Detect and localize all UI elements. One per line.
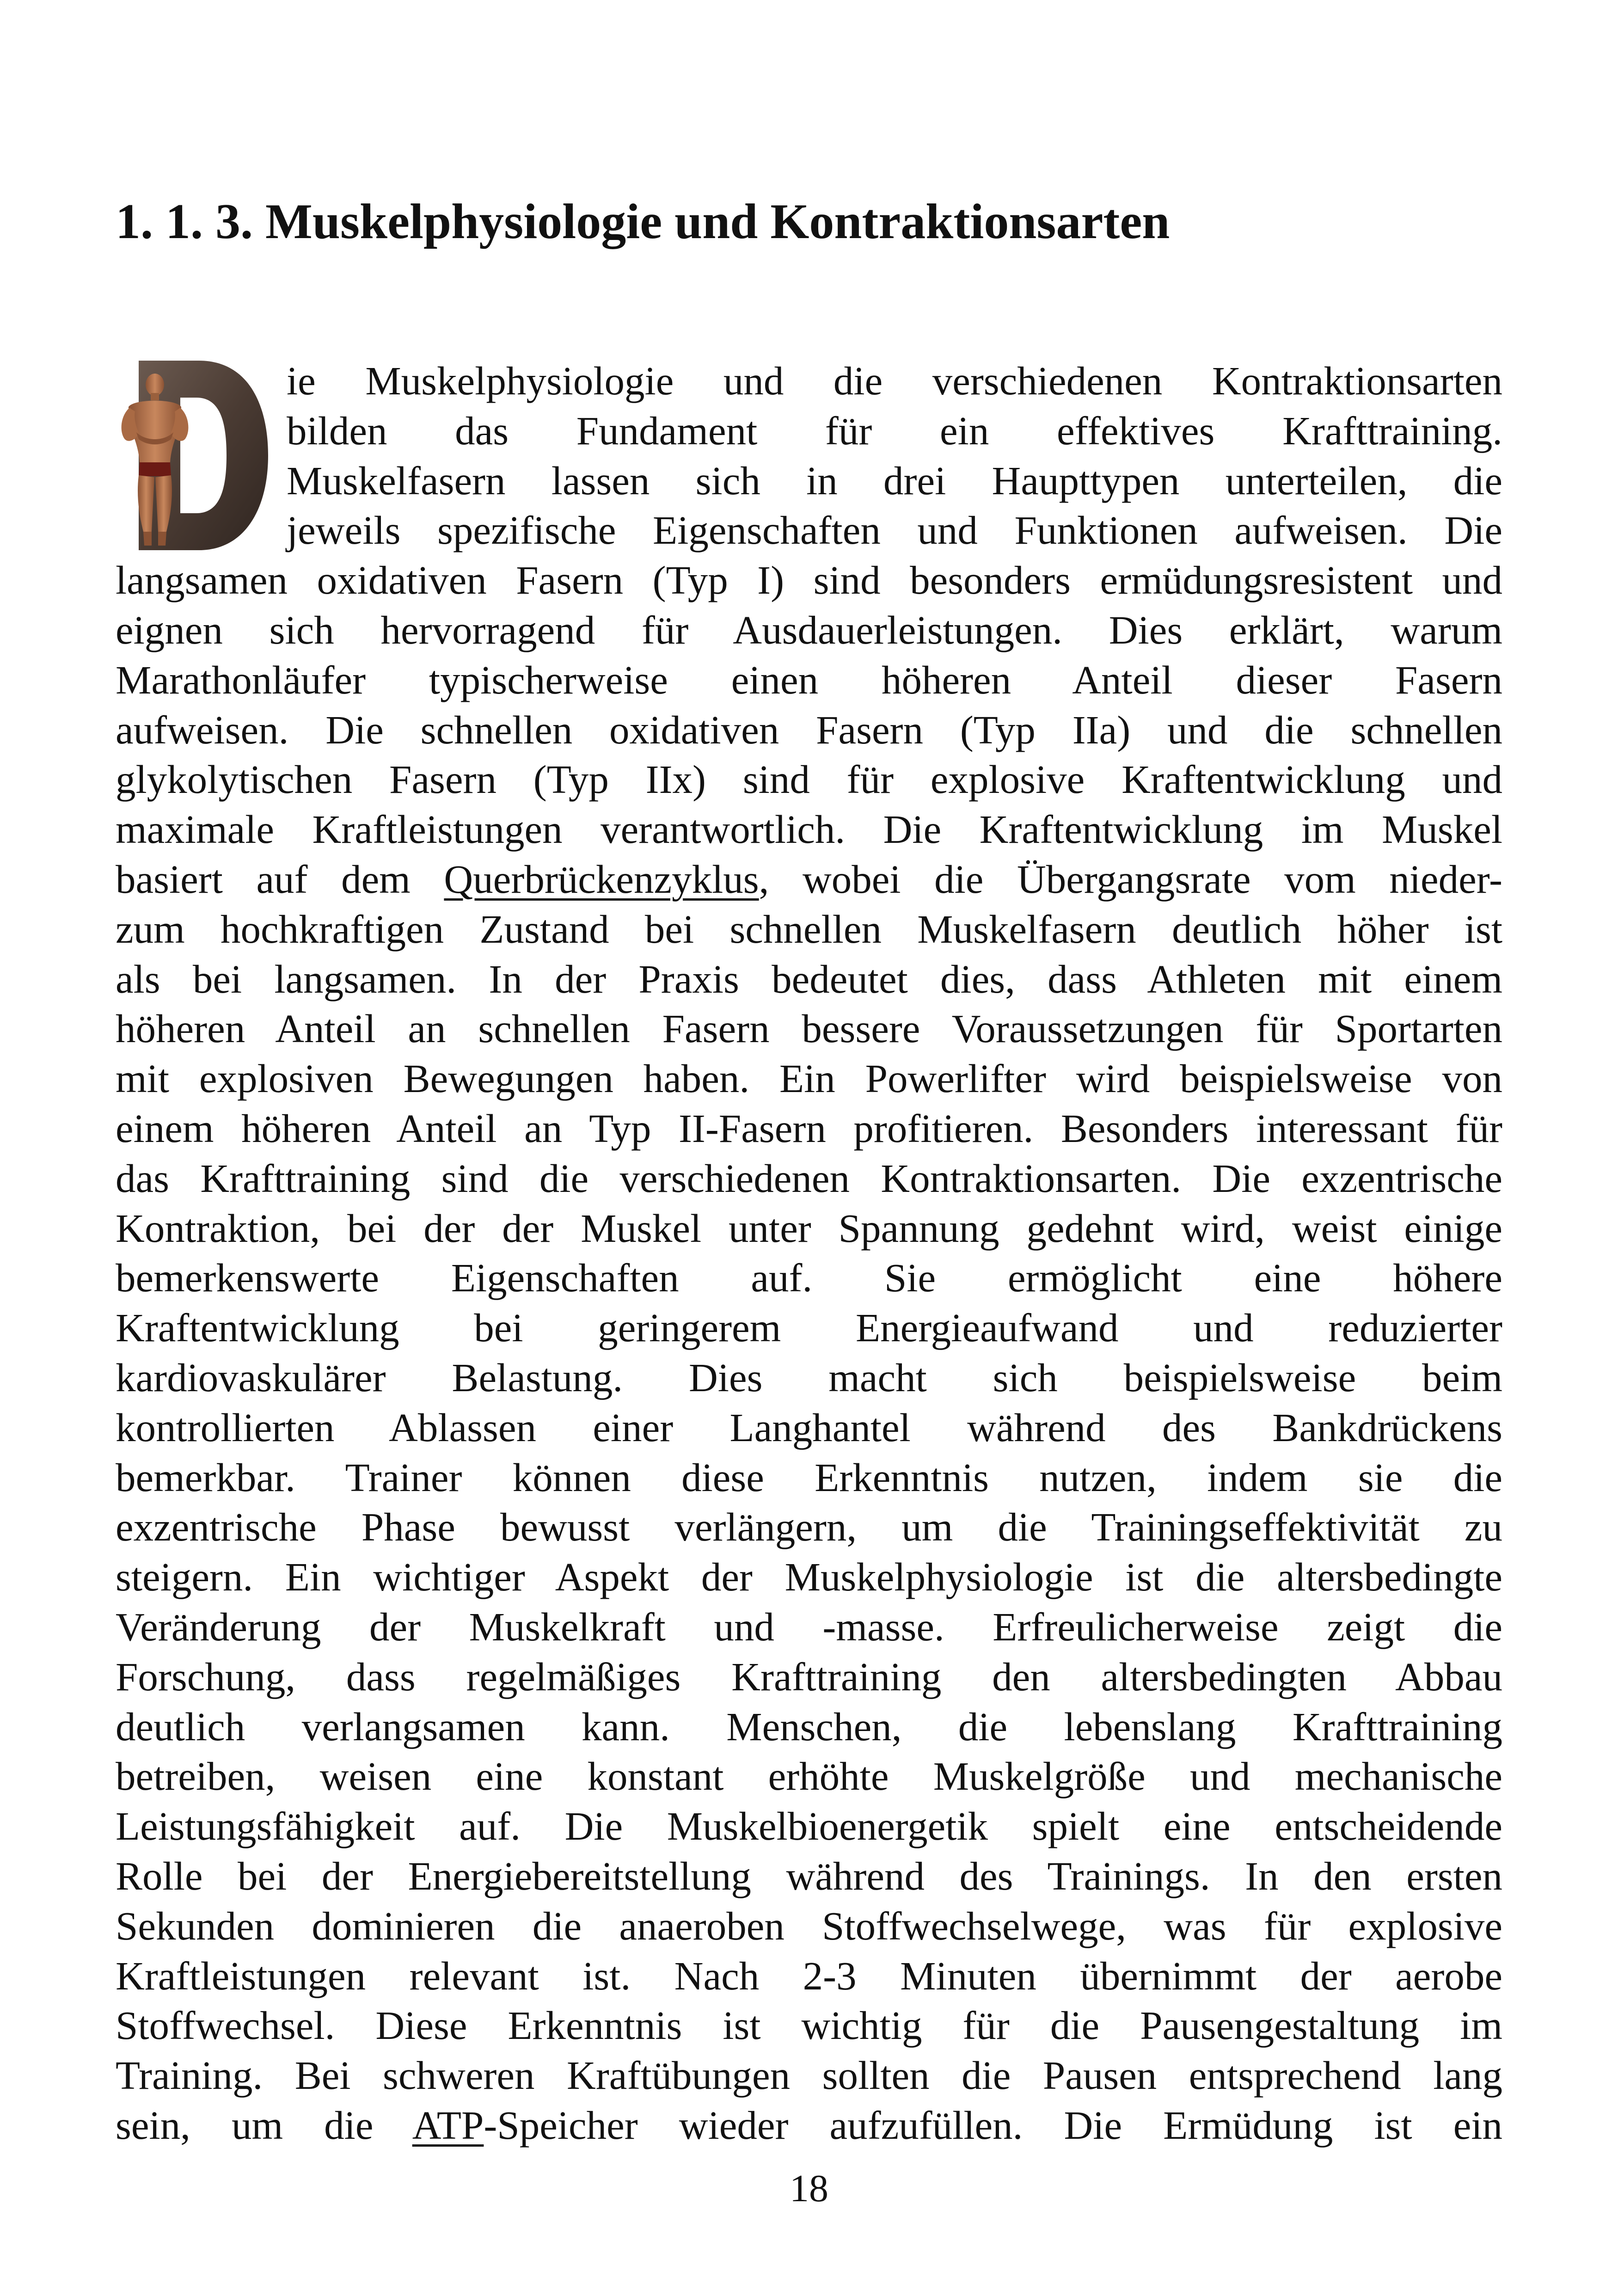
text-line: deutlich verlangsamen kann. Menschen, die lebenslang Krafttraining bbox=[116, 1704, 1502, 1749]
text-line: basiert auf dem Querbrückenzyklus, wobei die Übergangsrate vom nieder- bbox=[116, 856, 1502, 902]
text-line: eignen sich hervorragend für Ausdauerleistungen. Dies erklärt, warum bbox=[116, 607, 1502, 652]
text-line: maximale Kraftleistungen verantwortlich. Die Kraftentwicklung im Muskel bbox=[116, 807, 1502, 852]
text-line: Stoffwechsel. Diese Erkenntnis ist wichtig für die Pausengestaltung im bbox=[116, 2003, 1502, 2048]
text-line: zum hochkraftigen Zustand bei schnellen Muskelfasern deutlich höher ist bbox=[116, 906, 1502, 952]
text-line: Kraftentwicklung bei geringerem Energieaufwand und reduzierter bbox=[116, 1305, 1502, 1351]
text-line: bilden das Fundament für ein effektives Krafttraining. bbox=[287, 408, 1502, 453]
text-line: mit explosiven Bewegungen haben. Ein Powerlifter wird beispielsweise von bbox=[116, 1056, 1502, 1101]
text-line: langsamen oxidativen Fasern (Typ I) sind besonders ermüdungsresistent und bbox=[116, 558, 1502, 603]
page-heading: 1. 1. 3. Muskelphysiologie und Kontraktionsarten bbox=[116, 194, 1170, 249]
text-line: betreiben, weisen eine konstant erhöhte Muskelgröße und mechanische bbox=[116, 1754, 1502, 1799]
text-line: glykolytischen Fasern (Typ IIx) sind für explosive Kraftentwicklung und bbox=[116, 757, 1502, 802]
text-line: als bei langsamen. In der Praxis bedeutet dies, dass Athleten mit einem bbox=[116, 956, 1502, 1001]
text-line: bemerkbar. Trainer können diese Erkenntnis nutzen, indem sie die bbox=[116, 1455, 1502, 1500]
text-line: Forschung, dass regelmäßiges Krafttraining den altersbedingten Abbau bbox=[116, 1654, 1502, 1699]
text-line: jeweils spezifische Eigenschaften und Funktionen aufweisen. Die bbox=[287, 508, 1502, 553]
body-text bbox=[116, 356, 1502, 2150]
page-number: 18 bbox=[790, 2167, 828, 2210]
text-line: einem höheren Anteil an Typ II-Fasern profitieren. Besonders interessant für bbox=[116, 1105, 1502, 1151]
link-atp[interactable]: ATP bbox=[412, 2102, 484, 2148]
text-line: Muskelfasern lassen sich in drei Haupttypen unterteilen, die bbox=[287, 458, 1502, 503]
link-querbrückenzyklus[interactable]: Querbrückenzyklus bbox=[444, 856, 759, 902]
text-line: kardiovaskulärer Belastung. Dies macht sich beispielsweise beim bbox=[116, 1355, 1502, 1400]
text-line: Marathonläufer typischerweise einen höheren Anteil dieser Fasern bbox=[116, 657, 1502, 702]
text-line: Sekunden dominieren die anaeroben Stoffwechselwege, was für explosive bbox=[116, 1903, 1502, 1948]
text-line: exzentrische Phase bewusst verlängern, um die Trainingseffektivität zu bbox=[116, 1504, 1502, 1550]
text-line: sein, um die ATP-Speicher wieder aufzufüllen. Die Ermüdung ist ein bbox=[116, 2102, 1502, 2148]
text-line: Training. Bei schweren Kraftübungen sollten die Pausen entsprechend lang bbox=[116, 2053, 1502, 2098]
text-line: bemerkenswerte Eigenschaften auf. Sie ermöglicht eine höhere bbox=[116, 1255, 1502, 1301]
text-line: das Krafttraining sind die verschiedenen Kontraktionsarten. Die exzentrische bbox=[116, 1155, 1502, 1201]
text-line: Rolle bei der Energiebereitstellung während des Trainings. In den ersten bbox=[116, 1853, 1502, 1898]
text-line: Veränderung der Muskelkraft und -masse. Erfreulicherweise zeigt die bbox=[116, 1604, 1502, 1649]
text-line: ie Muskelphysiologie und die verschiedenen Kontraktionsarten bbox=[287, 358, 1502, 403]
text-line: steigern. Ein wichtiger Aspekt der Muskelphysiologie ist die altersbedingte bbox=[116, 1554, 1502, 1600]
text-line: Leistungsfähigkeit auf. Die Muskelbioenergetik spielt eine entscheidende bbox=[116, 1804, 1502, 1849]
text-line: kontrollierten Ablassen einer Langhantel während des Bankdrückens bbox=[116, 1405, 1502, 1450]
text-line: höheren Anteil an schnellen Fasern bessere Voraussetzungen für Sportarten bbox=[116, 1006, 1502, 1051]
text-line: Kraftleistungen relevant ist. Nach 2-3 Minuten übernimmt der aerobe bbox=[116, 1953, 1502, 1998]
text-line: Kontraktion, bei der der Muskel unter Spannung gedehnt wird, weist einige bbox=[116, 1205, 1502, 1251]
text-line: aufweisen. Die schnellen oxidativen Fasern (Typ IIa) und die schnellen bbox=[116, 707, 1502, 752]
